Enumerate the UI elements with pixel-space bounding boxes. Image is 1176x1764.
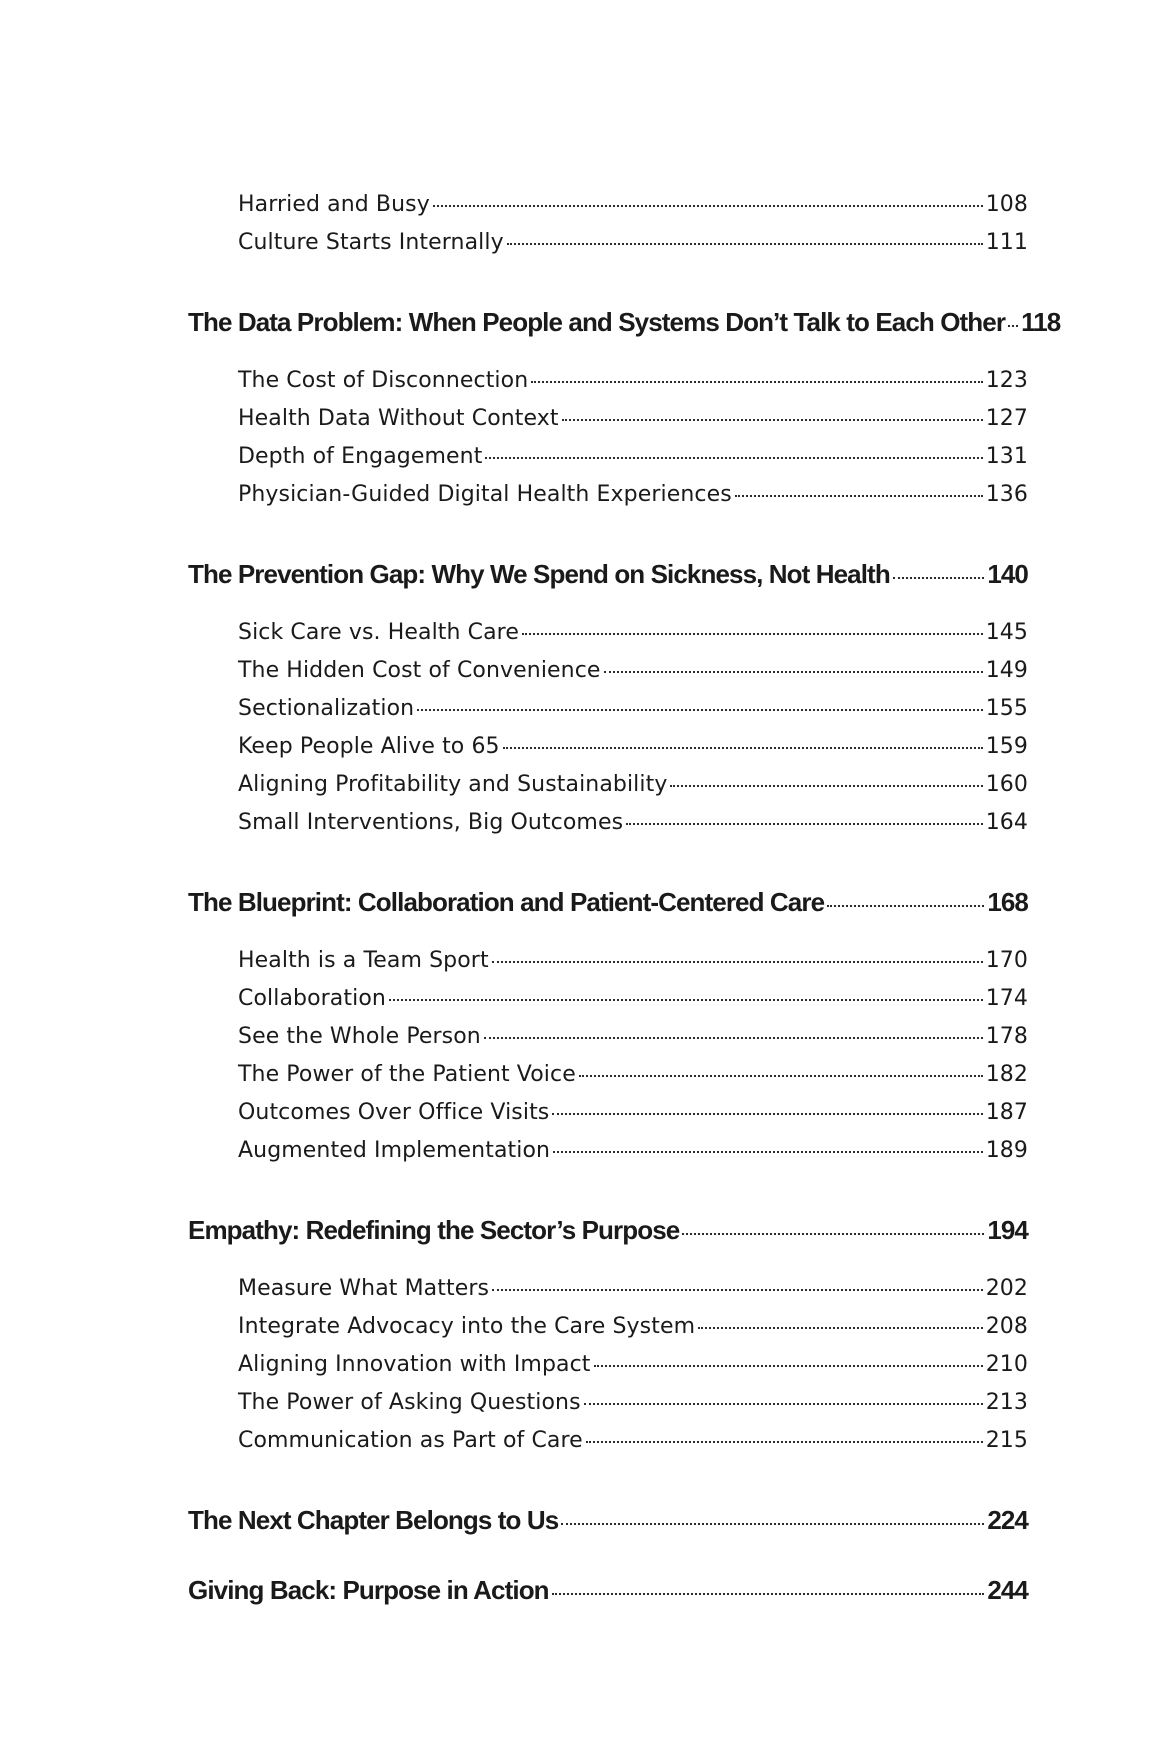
page-number: 111 [985, 230, 1028, 255]
page-number: 194 [987, 1215, 1028, 1245]
dot-leader [562, 419, 983, 421]
dot-leader [670, 785, 982, 787]
toc-subsection-entry [238, 1132, 1028, 1170]
page-number: 213 [985, 1390, 1028, 1415]
toc-subsection-entry [238, 400, 1028, 438]
page-number: 182 [985, 1062, 1028, 1087]
page-number: 215 [985, 1428, 1028, 1453]
toc-subsection-entry [238, 728, 1028, 766]
dot-leader [492, 961, 983, 963]
page-number: 108 [985, 192, 1028, 217]
dot-leader [561, 1523, 984, 1525]
toc-subsection-entry [238, 652, 1028, 690]
subsection-title: Outcomes Over Office Visits [238, 1100, 550, 1125]
dot-leader [492, 1289, 983, 1291]
dot-leader [586, 1441, 983, 1443]
subsection-title: The Cost of Disconnection [238, 368, 529, 393]
dot-leader [552, 1113, 982, 1115]
table-of-contents [188, 186, 1061, 1610]
page-number: 131 [985, 444, 1028, 469]
subsection-title: Aligning Profitability and Sustainability [238, 772, 668, 797]
subsection-title: Aligning Innovation with Impact [238, 1352, 591, 1377]
page-number: 159 [985, 734, 1028, 759]
page-number: 140 [987, 559, 1028, 589]
page-number: 210 [985, 1352, 1028, 1377]
dot-leader [553, 1151, 983, 1153]
subsection-title: Health Data Without Context [238, 406, 559, 431]
subsection-title: Small Interventions, Big Outcomes [238, 810, 624, 835]
subsection-title: Culture Starts Internally [238, 230, 504, 255]
subsection-title: Depth of Engagement [238, 444, 483, 469]
page-number: 187 [985, 1100, 1028, 1125]
toc-subsection-entry [238, 614, 1028, 652]
toc-subsection-entry [238, 1056, 1028, 1094]
toc-subsection-entry [238, 1422, 1028, 1460]
page-number: 168 [987, 887, 1028, 917]
subsection-title: Sick Care vs. Health Care [238, 620, 519, 645]
toc-subsection-entry [238, 1094, 1028, 1132]
subsection-title: The Power of Asking Questions [238, 1390, 581, 1415]
chapter-title: The Prevention Gap: Why We Spend on Sickness, Not Health [188, 559, 890, 589]
subsection-title: Sectionalization [238, 696, 415, 721]
chapter-title: The Next Chapter Belongs to Us [188, 1505, 559, 1535]
toc-subsection-entry [238, 980, 1028, 1018]
chapter-title: The Blueprint: Collaboration and Patient-Centered Care [188, 887, 825, 917]
dot-leader [484, 1037, 983, 1039]
page-number: 202 [985, 1276, 1028, 1301]
toc-subsection-entry [238, 1270, 1028, 1308]
dot-leader [604, 671, 983, 673]
page-number: 208 [985, 1314, 1028, 1339]
toc-chapter-entry [188, 554, 1028, 594]
page-number: 170 [985, 948, 1028, 973]
dot-leader [552, 1593, 985, 1595]
dot-leader [389, 999, 983, 1001]
dot-leader [522, 633, 983, 635]
toc-subsection-entry [238, 766, 1028, 804]
toc-subsection-entry [238, 224, 1028, 262]
dot-leader [503, 747, 983, 749]
dot-leader [594, 1365, 983, 1367]
toc-subsection-entry [238, 438, 1028, 476]
subsection-title: Communication as Part of Care [238, 1428, 583, 1453]
dot-leader [1008, 325, 1018, 327]
subsection-title: Augmented Implementation [238, 1138, 551, 1163]
subsection-title: See the Whole Person [238, 1024, 481, 1049]
page-number: 160 [985, 772, 1028, 797]
dot-leader [827, 905, 984, 907]
toc-subsection-entry [238, 186, 1028, 224]
page-number: 145 [985, 620, 1028, 645]
dot-leader [433, 205, 983, 207]
toc-subsection-entry [238, 476, 1028, 514]
dot-leader [626, 823, 983, 825]
toc-chapter-entry [188, 1500, 1028, 1540]
subsection-title: Health is a Team Sport [238, 948, 489, 973]
toc-subsection-entry [238, 362, 1028, 400]
dot-leader [698, 1327, 983, 1329]
toc-chapter-entry [188, 1570, 1028, 1610]
page-number: 189 [985, 1138, 1028, 1163]
page-number: 136 [985, 482, 1028, 507]
toc-subsection-entry [238, 690, 1028, 728]
chapter-title: The Data Problem: When People and Systems Don’t Talk to Each Other [188, 307, 1006, 337]
toc-subsection-entry [238, 1018, 1028, 1056]
dot-leader [682, 1233, 984, 1235]
subsection-title: Harried and Busy [238, 192, 430, 217]
chapter-title: Empathy: Redefining the Sector’s Purpose [188, 1215, 680, 1245]
subsection-title: The Power of the Patient Voice [238, 1062, 576, 1087]
subsection-title: Physician-Guided Digital Health Experiences [238, 482, 732, 507]
toc-chapter-entry [188, 1210, 1028, 1250]
page-number: 123 [985, 368, 1028, 393]
toc-subsection-entry [238, 1308, 1028, 1346]
toc-subsection-entry [238, 804, 1028, 842]
subsection-title: Collaboration [238, 986, 386, 1011]
page-number: 244 [987, 1575, 1028, 1605]
page-number: 149 [985, 658, 1028, 683]
toc-chapter-entry [188, 302, 1061, 342]
dot-leader [531, 381, 982, 383]
dot-leader [584, 1403, 983, 1405]
page-number: 118 [1021, 307, 1061, 337]
page-number: 174 [985, 986, 1028, 1011]
page-number: 164 [985, 810, 1028, 835]
subsection-title: Keep People Alive to 65 [238, 734, 500, 759]
dot-leader [485, 457, 982, 459]
toc-chapter-entry [188, 882, 1028, 922]
toc-subsection-entry [238, 1384, 1028, 1422]
toc-subsection-entry [238, 942, 1028, 980]
subsection-title: The Hidden Cost of Convenience [238, 658, 601, 683]
dot-leader [507, 243, 983, 245]
page-number: 155 [985, 696, 1028, 721]
dot-leader [893, 577, 985, 579]
page-number: 178 [985, 1024, 1028, 1049]
dot-leader [579, 1075, 983, 1077]
toc-subsection-entry [238, 1346, 1028, 1384]
page-number: 224 [987, 1505, 1028, 1535]
dot-leader [735, 495, 983, 497]
dot-leader [417, 709, 982, 711]
chapter-title: Giving Back: Purpose in Action [188, 1575, 549, 1605]
subsection-title: Integrate Advocacy into the Care System [238, 1314, 696, 1339]
subsection-title: Measure What Matters [238, 1276, 490, 1301]
page-number: 127 [985, 406, 1028, 431]
